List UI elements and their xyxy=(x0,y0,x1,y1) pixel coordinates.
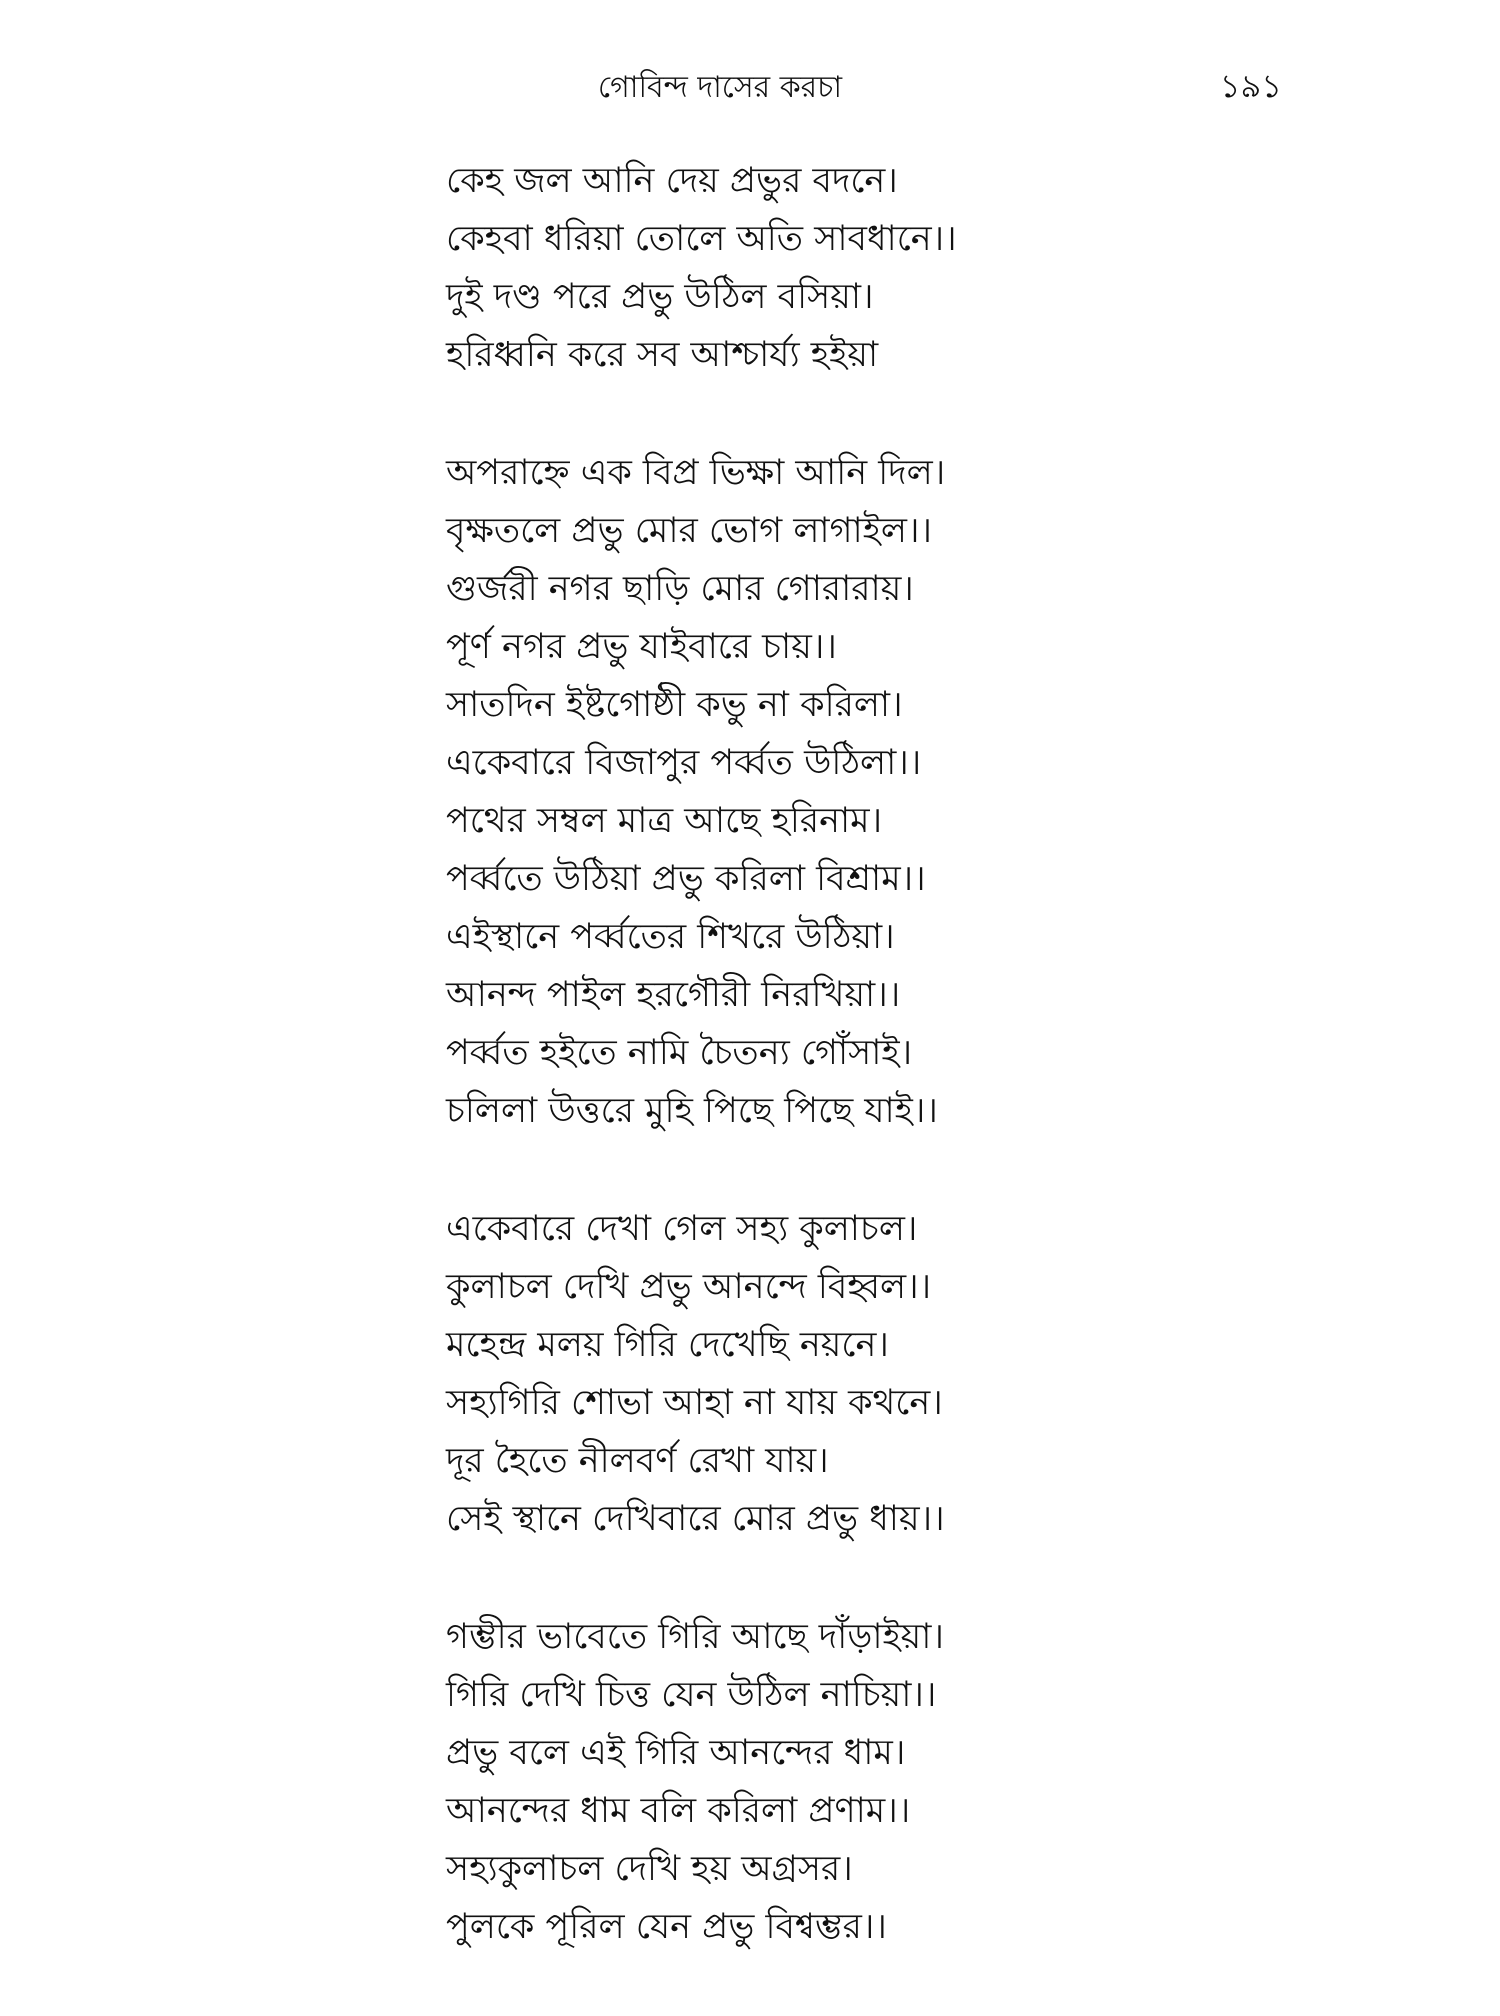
verse-line: দুই দণ্ড পরে প্রভু উঠিল বসিয়া। xyxy=(446,277,874,317)
verse-line: চলিলা উত্তরে মুহি পিছে পিছে যাই।। xyxy=(446,1091,938,1131)
verse-line: কেহবা ধরিয়া তোলে অতি সাবধানে।। xyxy=(446,219,957,259)
verse-line: সহ্যগিরি শোভা আহা না যায় কথনে। xyxy=(446,1383,943,1423)
verse-line: হরিধ্বনি করে সব আশ্চার্য্য হইয়া xyxy=(446,335,879,375)
verse-line: মহেন্দ্র মলয় গিরি দেখেছি নয়নে। xyxy=(446,1325,889,1365)
verse-line: অপরাহ্নে এক বিপ্র ভিক্ষা আনি দিল। xyxy=(446,453,946,493)
verse-line: একেবারে দেখা গেল সহ্য কুলাচল। xyxy=(446,1209,918,1249)
verse-line: সাতদিন ইষ্টগোষ্ঠী কভু না করিলা। xyxy=(446,685,903,725)
verse-line: আনন্দের ধাম বলি করিলা প্রণাম।। xyxy=(446,1791,911,1831)
verse-line: বৃক্ষতলে প্রভু মোর ভোগ লাগাইল।। xyxy=(446,511,932,551)
verse-line: প্রভু বলে এই গিরি আনন্দের ধাম। xyxy=(446,1733,906,1773)
verse-line: গুর্জরী নগর ছাড়ি মোর গোরারায়। xyxy=(446,569,914,609)
stanza xyxy=(446,152,1346,384)
verse-line: এইস্থানে পর্ব্বতের শিখরে উঠিয়া। xyxy=(446,917,895,957)
stanza xyxy=(446,444,1346,1140)
poem-body xyxy=(446,152,1346,2016)
running-title: গোবিন্দ দাসের করচা xyxy=(597,70,843,105)
verse-line: পর্ব্বতে উঠিয়া প্রভু করিলা বিশ্রাম।। xyxy=(446,859,926,899)
verse-line: পথের সম্বল মাত্র আছে হরিনাম। xyxy=(446,801,883,841)
verse-line: সহ্যকুলাচল দেখি হয় অগ্রসর। xyxy=(446,1849,853,1889)
verse-line: পর্ব্বত হইতে নামি চৈতন্য গোঁসাই। xyxy=(446,1033,913,1073)
verse-line: সেই স্থানে দেখিবারে মোর প্রভু ধায়।। xyxy=(446,1499,945,1539)
verse-line: একেবারে বিজাপুর পর্ব্বত উঠিলা।। xyxy=(446,743,922,783)
stanza xyxy=(446,1200,1346,1548)
verse-line: পূর্ণ নগর প্রভু যাইবারে চায়।। xyxy=(446,627,837,667)
verse-line: কেহ জল আনি দেয় প্রভুর বদনে। xyxy=(446,161,898,201)
verse-line: গম্ভীর ভাবেতে গিরি আছে দাঁড়াইয়া। xyxy=(446,1617,944,1657)
verse-line: পুলকে পূরিল যেন প্রভু বিশ্বম্ভর।। xyxy=(446,1907,887,1947)
verse-line: আনন্দ পাইল হরগৌরী নিরখিয়া।। xyxy=(446,975,901,1015)
page-number: ১৯১ xyxy=(1219,67,1282,105)
verse-line: গিরি দেখি চিত্ত যেন উঠিল নাচিয়া।। xyxy=(446,1675,937,1715)
verse-line: কুলাচল দেখি প্রভু আনন্দে বিহ্বল।। xyxy=(446,1267,932,1307)
stanza xyxy=(446,1608,1346,1956)
verse-line: দূর হৈতে নীলবর্ণ রেখা যায়। xyxy=(446,1441,829,1481)
